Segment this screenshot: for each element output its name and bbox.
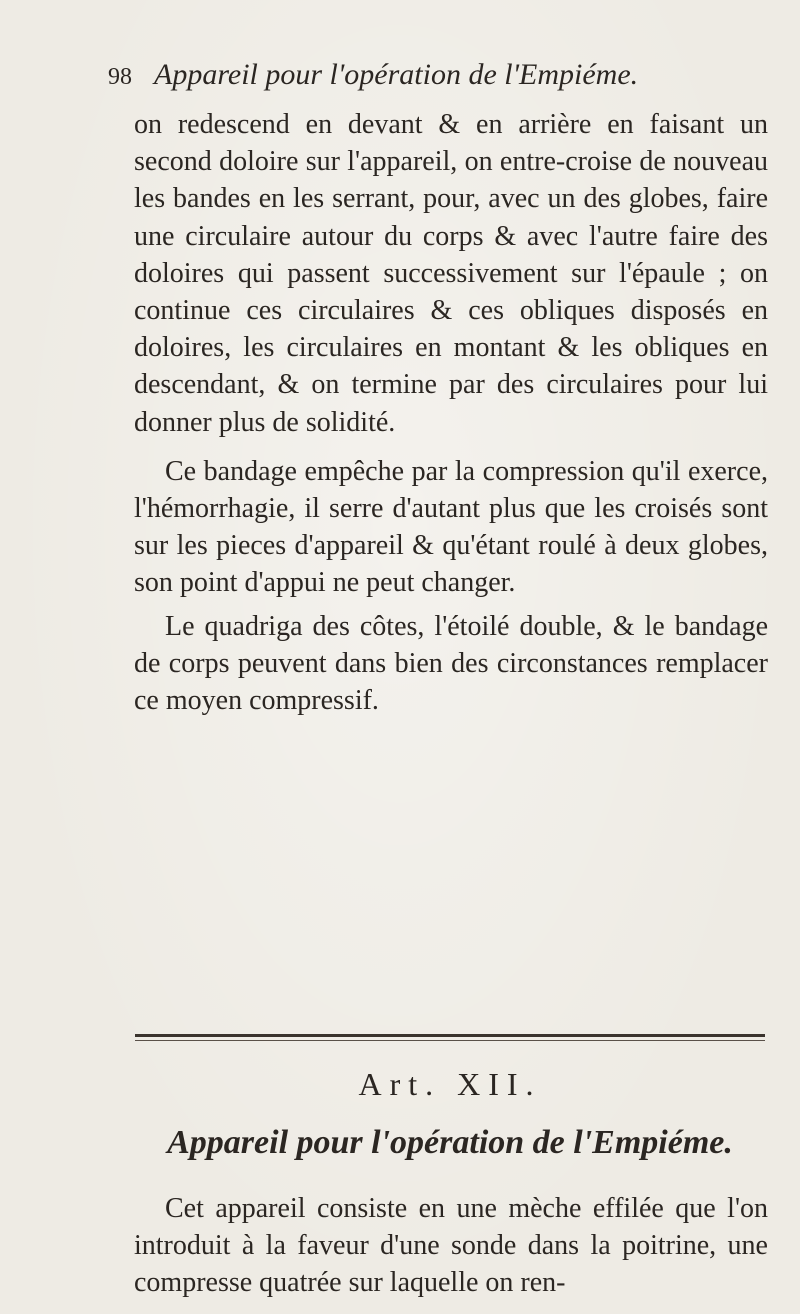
page-number: 98 xyxy=(108,64,132,90)
body-text xyxy=(134,106,768,719)
paragraph-3: Le quadriga des côtes, l'étoilé double, & le bandage de corps peuvent dans bien des circonstances remplacer ce moyen compressif. xyxy=(134,610,768,717)
article-text xyxy=(134,1190,768,1302)
running-head xyxy=(108,58,768,98)
section-title: Appareil pour l'opération de l'Empiéme. xyxy=(167,1124,733,1161)
paragraph-2: Ce bandage empêche par la compression qu'il exerce, l'hémorrhagie, il serre d'autant plus que les croisés sont sur les pieces d'appareil & qu'étant roulé à deux globes, son point d'appui ne peut changer. xyxy=(134,455,768,599)
paragraph-1: on redescend en devant & en arrière en faisant un second doloire sur l'appareil, on entre-croise de nouveau les bandes en les serrant, pour, avec un des globes, faire une circulaire autour du corps & avec l'autre faire des doloires qui passent successivement sur l'épaule ; on continue ces circulaires & ces obliques disposés en doloires, les circulaires en montant & les obliques en descendant, & on termine par des circulaires pour lui donner plus de solidité. xyxy=(134,109,768,438)
paragraph-4: Cet appareil consiste en une mèche effilée que l'on introduit à la faveur d'une sonde dans la poitrine, une compresse quatrée sur laquelle on ren- xyxy=(134,1193,768,1299)
running-title: Appareil pour l'opération de l'Empiéme. xyxy=(154,58,639,91)
section-rule xyxy=(135,1034,765,1037)
article-heading: Art. XII. xyxy=(358,1066,542,1102)
